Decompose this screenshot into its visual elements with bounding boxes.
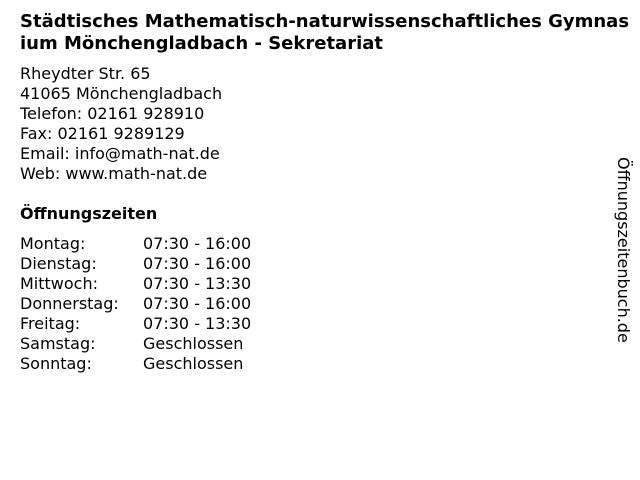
time-value: Geschlossen <box>143 334 244 353</box>
day-label: Sonntag: <box>20 354 92 373</box>
day-label: Montag: <box>20 234 86 253</box>
time-value: 07:30 - 13:30 <box>143 314 252 333</box>
day-label: Samstag: <box>20 334 96 353</box>
page-title: Städtisches Mathematisch-naturwissenschaftliches Gymnasium Mönchengladbach - Sekretariat <box>20 11 630 54</box>
email-address: Email: info@math-nat.de <box>20 144 220 163</box>
time-value: 07:30 - 16:00 <box>143 234 252 253</box>
time-value: 07:30 - 13:30 <box>143 274 252 293</box>
postal-city: 41065 Mönchengladbach <box>20 84 223 103</box>
day-label: Freitag: <box>20 314 81 333</box>
time-value: 07:30 - 16:00 <box>143 254 252 273</box>
day-label: Donnerstag: <box>20 294 119 313</box>
phone-number: Telefon: 02161 928910 <box>20 104 205 123</box>
address-block <box>20 64 222 184</box>
day-label: Dienstag: <box>20 254 97 273</box>
day-label: Mittwoch: <box>20 274 98 293</box>
brand-watermark <box>612 135 634 365</box>
fax-number: Fax: 02161 9289129 <box>20 124 185 143</box>
website: Web: www.math-nat.de <box>20 164 208 183</box>
opening-hours-heading: Öffnungszeiten <box>20 204 158 223</box>
brand-label: Öffnungszeitenbuch.de <box>614 157 633 343</box>
time-value: Geschlossen <box>143 354 244 373</box>
time-value: 07:30 - 16:00 <box>143 294 252 313</box>
street-address: Rheydter Str. 65 <box>20 64 151 83</box>
